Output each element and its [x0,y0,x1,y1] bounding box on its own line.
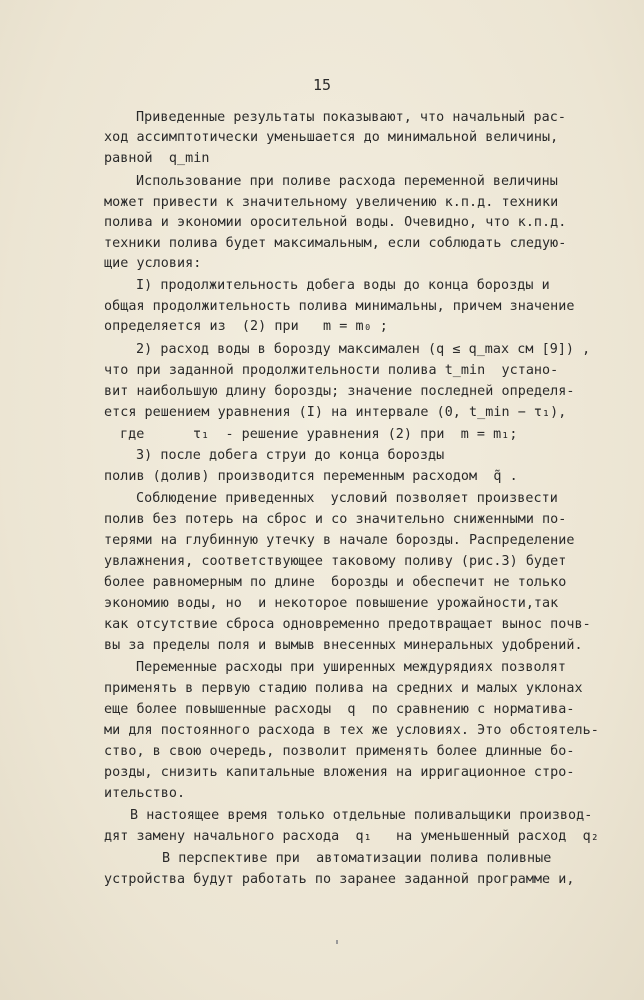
text-line-30: ми для постоянного расхода в тех же условиях. Это обстоятель- [104,723,599,738]
text-line-13: что при заданной продолжительности полива t_min устано- [104,363,559,378]
text-line-32: розды, снизить капитальные вложения на ирригационное стро- [104,765,575,780]
text-line-35: дят замену начального расхода q₁ на уменьшенный расход q₂ [104,829,599,844]
text-line-20: полив без потерь на сброс и со значительно сниженными по- [104,512,567,527]
text-line-21: терями на глубинную утечку в начале борозды. Распределение [104,533,575,548]
text-line-27: Переменные расходы при уширенных междурядиях позволят [136,660,566,675]
text-line-16: где τ₁ - решение уравнения (2) при m = m₁; [120,427,518,442]
paper-speck [336,940,338,944]
text-line-25: как отсутствие сброса одновременно предотвращает вынос почв- [104,617,591,632]
text-line-26: вы за пределы поля и вымыв внесенных минеральных удобрений. [104,638,583,653]
text-line-31: ство, в свою очередь, позволит применять более длинные бо- [104,744,575,759]
text-line-23: более равномерным по длине борозды и обеспечит не только [104,575,567,590]
text-line-10: общая продолжительность полива минимальны, причем значение [104,299,575,314]
text-line-1: Приведенные результаты показывают, что начальный рас- [136,110,566,125]
text-line-6: полива и экономии оросительной воды. Очевидно, что к.п.д. [104,215,567,230]
text-line-3: равной q_min [104,151,210,166]
text-line-11: определяется из (2) при m = m₀ ; [104,319,388,334]
text-line-9: I) продолжительность добега воды до конца борозды и [136,278,550,293]
text-line-37: устройства будут работать по заранее заданной программе и, [104,872,575,887]
text-line-19: Соблюдение приведенных условий позволяет произвести [136,491,558,506]
text-line-22: увлажнения, соответствующее таковому поливу (рис.3) будет [104,554,567,569]
text-line-7: техники полива будет максимальным, если соблюдать следую- [104,236,567,251]
text-line-14: вит наибольшую длину борозды; значение последней определя- [104,384,575,399]
text-line-4: Использование при поливе расхода переменной величины [136,174,558,189]
text-line-29: еще более повышенные расходы q по сравнению с нормативa- [104,702,575,717]
text-line-8: щие условия: [104,256,202,271]
text-line-17: 3) после добега струи до конца борозды [136,448,445,463]
text-line-2: ход ассимптотически уменьшается до минимальной величины, [104,130,559,145]
text-line-18: полив (долив) производится переменным расходом q̃ . [104,469,518,484]
text-line-5: может привести к значительному увеличению к.п.д. техники [104,195,559,210]
text-line-36: В перспективе при автоматизации полива поливные [162,851,552,866]
text-line-12: 2) расход воды в борозду максимален (q ≤ q_max см [9]) , [136,342,591,357]
text-line-28: применять в первую стадию полива на средних и малых уклонах [104,681,583,696]
text-line-34: В настоящее время только отдельные поливальщики производ- [130,808,593,823]
text-line-15: ется решением уравнения (I) на интервале (0, t_min − τ₁), [104,405,567,420]
page-number: 15 [312,76,332,94]
text-line-33: ительство. [104,786,186,801]
text-line-24: экономию воды, но и некоторое повышение урожайности,так [104,596,559,611]
